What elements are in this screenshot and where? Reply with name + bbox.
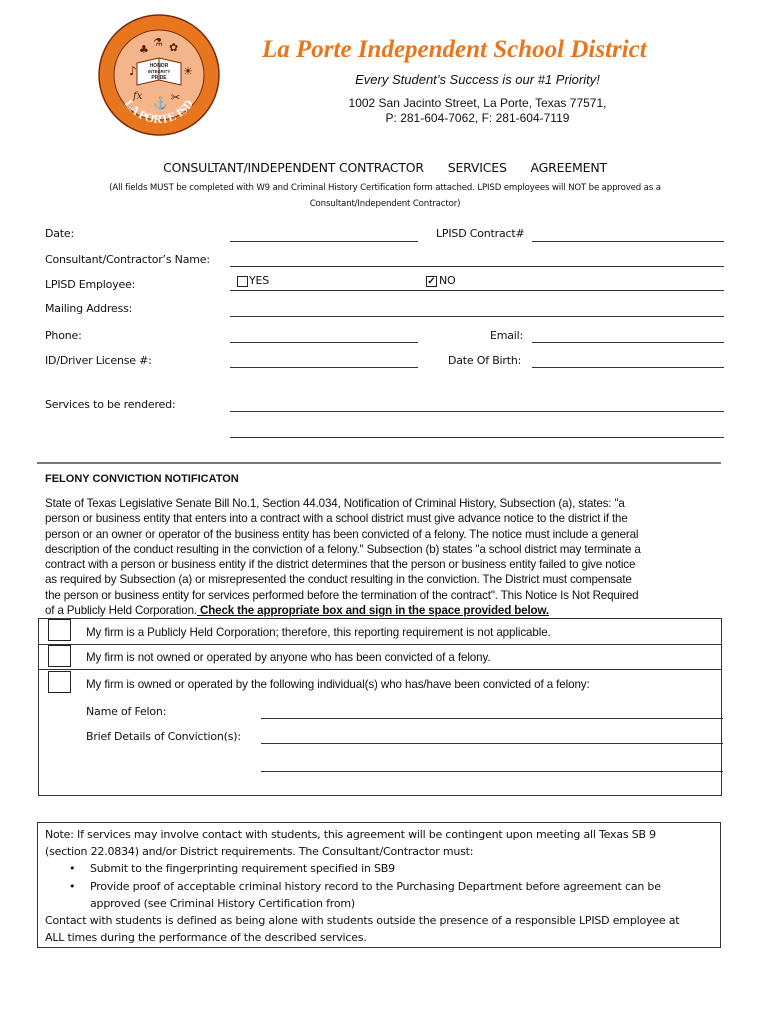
svg-text:✿: ✿ <box>169 41 179 54</box>
svg-text:PRIDE: PRIDE <box>151 75 167 81</box>
district-motto: Every Student’s Success is our #1 Priority! <box>355 72 600 87</box>
email-label: Email: <box>490 329 524 342</box>
employee-label: LPISD Employee: <box>45 278 136 291</box>
contractor-name-field[interactable] <box>230 266 724 267</box>
date-of-birth-field[interactable] <box>532 367 724 368</box>
date-label: Date: <box>45 227 74 240</box>
date-of-birth-label: Date Of Birth: <box>448 354 522 367</box>
phone-field[interactable] <box>230 342 418 343</box>
form-instructions <box>60 180 710 212</box>
option-divider <box>38 669 722 670</box>
svg-text:⚗: ⚗ <box>153 36 163 49</box>
svg-text:♪: ♪ <box>129 64 137 78</box>
instructions-line-2: Consultant/Independent Contractor) <box>309 199 461 209</box>
svg-text:⚓: ⚓ <box>153 96 168 110</box>
note-line: (section 22.0834) and/or District requirements. The Consultant/Contractor must: <box>45 845 474 859</box>
services-field-line-1[interactable] <box>230 411 724 412</box>
note-line: Contact with students is defined as being alone with students outside the presence of a responsible LPISD employee at <box>45 914 680 928</box>
felony-instruction: Check the appropriate box and sign in the space provided below. <box>196 604 549 618</box>
section-divider <box>37 462 721 464</box>
felony-notice-text <box>45 496 725 618</box>
option-has-felony-label: My firm is owned or operated by the following individual(s) who has/have been convicted of a felony: <box>86 678 590 691</box>
felony-text-end: of a Publicly Held Corporation. <box>45 604 197 618</box>
contract-number-field[interactable] <box>532 241 724 242</box>
option-public-corp-checkbox[interactable] <box>48 619 71 641</box>
note-line: Note: If services may involve contact with students, this agreement will be contingent upon meeting all Texas SB 9 <box>45 828 656 841</box>
services-label: Services to be rendered: <box>45 398 176 411</box>
employee-no-checkbox[interactable] <box>426 276 437 287</box>
felony-text-line: contract with a person or business entity if the district determines that the person or business entity failed to give notice <box>45 558 636 572</box>
felony-text-line: description of the conduct resulting in the conviction of a felony." Subsection (b) states "a school district may terminate a <box>45 542 641 556</box>
mailing-address-label: Mailing Address: <box>45 302 133 315</box>
mailing-address-field[interactable] <box>230 316 724 317</box>
form-title <box>0 160 770 175</box>
conviction-details-label: Brief Details of Conviction(s): <box>86 730 241 743</box>
phone-label: Phone: <box>45 329 82 342</box>
felony-text-line-last <box>45 603 725 618</box>
employee-yes-label: YES <box>249 274 270 287</box>
employee-yes-checkbox[interactable] <box>237 276 248 287</box>
option-no-felony-label: My firm is not owned or operated by anyone who has been convicted of a felony. <box>86 651 491 664</box>
svg-text:♣: ♣ <box>139 43 149 56</box>
felony-text-line: as required by Subsection (a) or misrepresented the conduct resulting in the conviction. The District must compensate <box>45 573 632 587</box>
felon-name-label: Name of Felon: <box>86 705 167 718</box>
id-license-label: ID/Driver License #: <box>45 354 152 367</box>
svg-text:LA PORTE ISD: LA PORTE ISD <box>121 96 197 127</box>
note-bullet-text: Provide proof of acceptable criminal history record to the Purchasing Department before agreement can be <box>90 879 661 893</box>
district-address: 1002 San Jacinto Street, La Porte, Texas 77571, <box>348 96 607 110</box>
note-bullet-text-cont: approved (see Criminal History Certification from) <box>90 896 355 910</box>
employee-no-checkmark: ✓ <box>427 276 436 287</box>
option-divider <box>38 644 722 645</box>
form-title-part-3: AGREEMENT <box>530 160 607 175</box>
note-requirements-list <box>69 860 717 912</box>
svg-text:INTEGRITY: INTEGRITY <box>147 69 171 74</box>
felony-text-line: person or an owner or operator of the business entity has been convicted of a felony. The notice must include a general <box>45 527 639 541</box>
district-phone-fax: P: 281-604-7062, F: 281-604-7119 <box>385 111 570 125</box>
employee-no-label: NO <box>439 274 456 287</box>
felony-text-line: person or business entity that enters into a contract with a school district must give advance notice to the district if the <box>45 512 628 526</box>
conviction-details-field-line-2[interactable] <box>261 771 723 772</box>
option-no-felony-checkbox[interactable] <box>48 645 71 667</box>
svg-text:HONOR: HONOR <box>149 63 169 69</box>
note-line: ALL times during the performance of the described services. <box>45 931 367 945</box>
svg-text:✂: ✂ <box>171 91 181 104</box>
contract-number-label: LPISD Contract# <box>436 227 525 240</box>
felony-text-line: the person or business entity for services performed before the termination of the contract". This Notice Is Not Required <box>45 588 639 602</box>
id-license-field[interactable] <box>230 367 418 368</box>
felon-name-field[interactable] <box>261 718 723 719</box>
svg-text:fx: fx <box>133 91 143 102</box>
note-bullet <box>69 878 717 912</box>
form-title-part-2: SERVICES <box>447 160 507 175</box>
option-has-felony-checkbox[interactable] <box>48 671 71 693</box>
form-title-part-1: CONSULTANT/INDEPENDENT CONTRACTOR <box>163 160 424 175</box>
option-public-corp-label: My firm is a Publicly Held Corporation; therefore, this reporting requirement is not applicable. <box>86 626 551 639</box>
instructions-line-1: (All fields MUST be completed with W9 and Criminal History Certification form attached. LPISD employees will NOT be approved as a <box>109 183 661 193</box>
svg-text:☀: ☀ <box>183 65 193 78</box>
contractor-name-label: Consultant/Contractor’s Name: <box>45 253 210 266</box>
felony-text-line: State of Texas Legislative Senate Bill No.1, Section 44.034, Notification of Criminal History, Subsection (a), states: "a <box>45 497 625 510</box>
district-name: La Porte Independent School District <box>262 36 647 63</box>
felony-heading: FELONY CONVICTION NOTIFICATON <box>45 473 239 485</box>
note-bullet <box>69 860 717 877</box>
date-field[interactable] <box>230 241 418 242</box>
note-bullet-text: Submit to the fingerprinting requirement specified in SB9 <box>90 862 395 876</box>
services-field-line-2[interactable] <box>230 437 724 438</box>
conviction-details-field-line-1[interactable] <box>261 743 723 744</box>
employee-rule <box>230 290 724 291</box>
email-field[interactable] <box>532 342 724 343</box>
student-contact-note <box>45 826 717 946</box>
